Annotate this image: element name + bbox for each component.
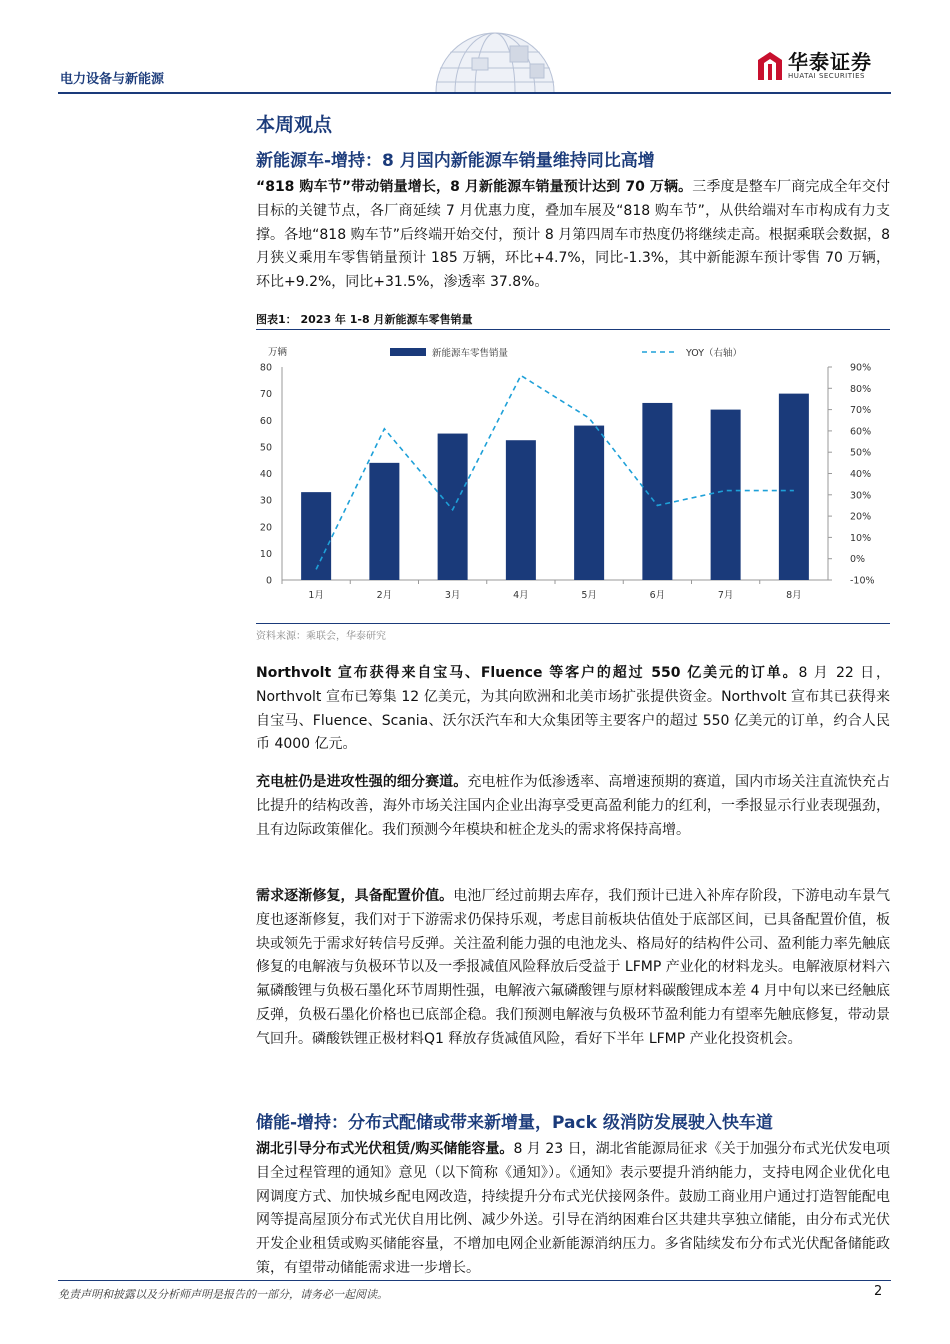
y2-tick-label: 50% <box>850 447 872 459</box>
y-tick-label: 20 <box>259 522 272 534</box>
northvolt-paragraph <box>256 662 890 757</box>
charging-lead: 充电桩仍是进攻性强的细分赛道。 <box>256 774 468 790</box>
x-tick-label: 5月 <box>581 590 597 601</box>
bar-4月 <box>506 440 536 580</box>
storage-lead: 湖北引导分布式光伏租赁/购买储能容量。 <box>256 1141 514 1157</box>
charging-paragraph <box>256 771 890 842</box>
y2-tick-label: 40% <box>850 469 872 480</box>
figure-bottom-rule <box>256 623 890 624</box>
storage-paragraph <box>256 1138 890 1281</box>
logo-english: HUATAI SECURITIES <box>788 72 865 80</box>
x-tick-label: 4月 <box>513 590 529 601</box>
x-tick-label: 8月 <box>786 590 802 601</box>
y2-tick-label: 70% <box>850 405 872 417</box>
charging-body: 充电桩作为低渗透率、高增速预期的赛道，国内市场关注直流快充占比提升的结构改善，海外市场关注国内企业出海享受更高盈利能力的红利，一季报显示行业表现强劲，且有边际政策催化。我们预测今年模块和桩企龙头的需求将保持高增。 <box>256 774 891 838</box>
y2-tick-label: 90% <box>850 362 872 374</box>
y2-tick-label: -10% <box>850 575 875 587</box>
ev-paragraph <box>256 176 890 295</box>
y2-tick-label: 10% <box>850 532 872 544</box>
bar-1月 <box>301 492 331 580</box>
page-number: 2 <box>874 1284 883 1299</box>
figure-title: 图表1： 2023 年 1-8 月新能源车零售销量 <box>256 313 473 326</box>
y-tick-label: 60 <box>259 415 272 427</box>
footer-disclaimer: 免责声明和披露以及分析师声明是报告的一部分，请务必一起阅读。 <box>58 1288 388 1301</box>
y-tick-label: 40 <box>259 469 272 480</box>
legend-bar-swatch <box>390 348 426 356</box>
bar-5月 <box>574 426 604 580</box>
x-tick-label: 1月 <box>308 590 324 601</box>
y-tick-label: 0 <box>265 575 272 587</box>
bar-8月 <box>779 394 809 580</box>
northvolt-body: 8 月 22 日，Northvolt 宣布已筹集 12 亿美元，为其向欧洲和北美市场扩张提供资金。Northvolt 宣布其已获得来自宝马、Fluence、Scania、沃尔沃汽车和大众集团等主要客户的超过 550 亿美元的订单，约合人民币 4000 亿元。 <box>256 665 891 753</box>
y2-tick-label: 0% <box>850 554 866 566</box>
demand-body: 电池厂经过前期去库存，我们预计已进入补库存阶段，下游电动车景气度也逐渐修复，我们对于下游需求仍保持乐观，考虑目前板块估值处于底部区间，已具备配置价值，板块或领先于需求好转信号反弹。关注盈利能力强的电池龙头、格局好的结构件公司、盈利能力率先触底修复的电解液与负极环节以及一季报减值风险释放后受益于 LFMP 产业化的材料龙头。电解液原材料六氟磷酸锂与负极石墨化环节周期性强，电解液六氟磷酸锂与原材料碳酸锂成本差 4 月中旬以来已经触底反弹，负极石墨化价格也已底部企稳。我们预测电解液与负极环节盈利能力有望率先触底修复，带动景气回升。磷酸铁锂正极材料Q1 释放存货减值风险，看好下半年 LFMP 产业化投资机会。 <box>256 888 891 1047</box>
demand-paragraph <box>256 885 890 1052</box>
ev-body: 三季度是整车厂商完成全年交付目标的关键节点，各厂商延续 7 月优惠力度，叠加车展及“818 购车节”，从供给端对车市构成有力支撑。各地“818 购车节”后终端开始交付，预计 8 月第四周车市热度仍将继续走高。根据乘联会数据，8 月狭义乘用车零售销量预计 185 万辆，环比+4.7%，同比-1.3%，其中新能源车预计零售 70 万辆，环比+9.2%，同比+31.5%，渗透率 37.8%。 <box>256 179 890 291</box>
legend-line-label: YOY（右轴） <box>686 348 743 359</box>
huatai-logo-icon <box>758 52 782 80</box>
header-category: 电力设备与新能源 <box>60 72 165 87</box>
huatai-logo <box>758 52 872 80</box>
y-tick-label: 10 <box>259 548 272 560</box>
y-tick-label: 30 <box>259 495 272 507</box>
northvolt-lead: Northvolt 宣布获得来自宝马、Fluence 等客户的超过 550 亿美元的订单。 <box>256 665 799 681</box>
legend-bar-label: 新能源车零售销量 <box>432 348 509 359</box>
section-title: 本周观点 <box>256 114 333 136</box>
ev-sales-chart <box>256 332 890 622</box>
bar-7月 <box>711 410 741 580</box>
y-axis-unit-label: 万辆 <box>268 347 288 358</box>
y2-tick-label: 30% <box>850 490 872 502</box>
globe-graphic-icon <box>410 28 580 92</box>
y-tick-label: 70 <box>259 389 272 401</box>
x-tick-label: 7月 <box>717 590 734 601</box>
header-divider <box>58 92 891 94</box>
y-tick-label: 80 <box>259 362 272 374</box>
y2-tick-label: 60% <box>850 426 872 438</box>
x-tick-label: 3月 <box>444 590 461 601</box>
ev-lead: “818 购车节”带动销量增长，8 月新能源车销量预计达到 70 万辆。 <box>256 179 693 195</box>
y2-tick-label: 80% <box>850 383 872 395</box>
footer-divider <box>58 1280 891 1281</box>
bar-2月 <box>369 463 399 580</box>
logo-chinese: 华泰证券 <box>788 50 872 74</box>
figure-source: 资料来源：乘联会，华泰研究 <box>256 631 386 642</box>
y2-tick-label: 20% <box>850 511 872 523</box>
figure-top-rule <box>256 329 890 330</box>
storage-body: 8 月 23 日，湖北省能源局征求《关于加强分布式光伏发电项目全过程管理的通知》意见（以下简称《通知》）。《通知》表示要提升消纳能力，支持电网企业优化电网调度方式、加快城乡配电网改造，持续提升分布式光伏接网条件。鼓励工商业用户通过打造智能配电网等提高屋顶分布式光伏自用比例、减少外送。引导在消纳困难台区共建共享独立储能，由分布式光伏开发企业租赁或购买储能容量，不增加电网企业新能源消纳压力。多省陆续发布分布式光伏配备储能政策，有望带动储能需求进一步增长。 <box>256 1141 890 1276</box>
ev-heading: 新能源车-增持：8 月国内新能源车销量维持同比高增 <box>256 151 655 171</box>
bar-3月 <box>438 434 468 580</box>
demand-lead: 需求逐渐修复，具备配置价值。 <box>256 888 454 904</box>
y-tick-label: 50 <box>259 442 272 454</box>
storage-heading: 储能-增持：分布式配储或带来新增量，Pack 级消防发展驶入快车道 <box>256 1113 773 1133</box>
x-tick-label: 2月 <box>376 590 393 601</box>
x-tick-label: 6月 <box>649 590 666 601</box>
